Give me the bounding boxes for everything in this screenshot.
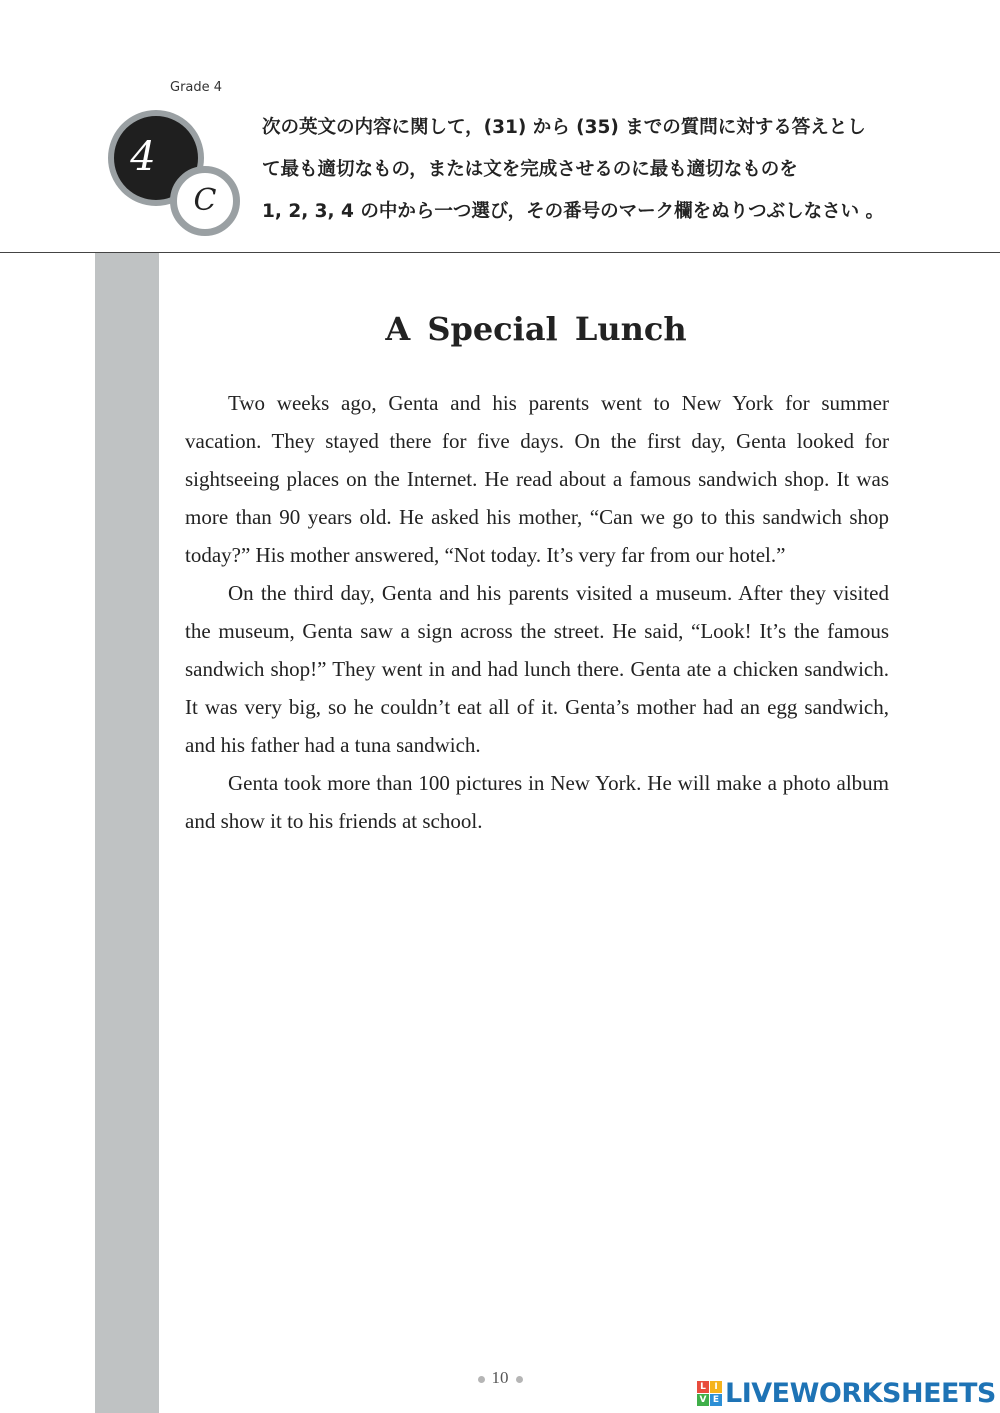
live-logo-icon (697, 1381, 722, 1406)
dot-icon (516, 1376, 523, 1383)
logo-tile: V (697, 1394, 709, 1406)
brand-name: LIVEWORKSHEETS (725, 1377, 996, 1409)
page-number (440, 1368, 560, 1388)
paragraph: Two weeks ago, Genta and his parents went to New York for summer vacation. They stayed there for five days. On the first day, Genta looked for sightseeing places on the Internet. He read about a famous sandwich shop. It was more than 90 years old. He asked his mother, “Can we go to this sandwich shop today?” His mother answered, “Not today. It’s very far from our hotel.” (185, 391, 889, 567)
logo-tile: L (697, 1381, 709, 1393)
dot-icon (478, 1376, 485, 1383)
passage-body (185, 384, 889, 840)
grade-label: Grade 4 (170, 80, 223, 95)
logo-tile: I (710, 1381, 722, 1393)
instruction-line: 次の英文の内容に関して，(31) から (35) までの質問に対する答えとし (262, 117, 866, 138)
liveworksheets-logo[interactable] (697, 1378, 996, 1408)
section-number: 4 (130, 134, 156, 180)
paragraph: On the third day, Genta and his parents visited a museum. After they visited the museum, Genta saw a sign across the street. He said, “Look! It’s the famous sandwich shop!” They went in and had lunch there. Genta ate a chicken sandwich. It was very big, so he couldn’t eat all of it. Genta’s mother had an egg sandwich, and his father had a tuna sandwich. (185, 581, 889, 757)
side-margin-bar (95, 253, 159, 1413)
paragraph: Genta took more than 100 pictures in New York. He will make a photo album and show it to his friends at school. (185, 771, 889, 833)
instructions (262, 112, 902, 238)
passage-title: A Special Lunch (385, 310, 687, 348)
section-letter-badge (170, 166, 240, 236)
section-letter: C (193, 183, 217, 218)
instruction-line: て最も適切なもの，または文を完成させるのに最も適切なものを (262, 159, 798, 180)
page-number-text: 10 (491, 1368, 509, 1387)
instruction-line: 1, 2, 3, 4 の中から一つ選び，その番号のマーク欄をぬりつぶしなさい 。 (262, 201, 885, 222)
logo-tile: E (710, 1394, 722, 1406)
